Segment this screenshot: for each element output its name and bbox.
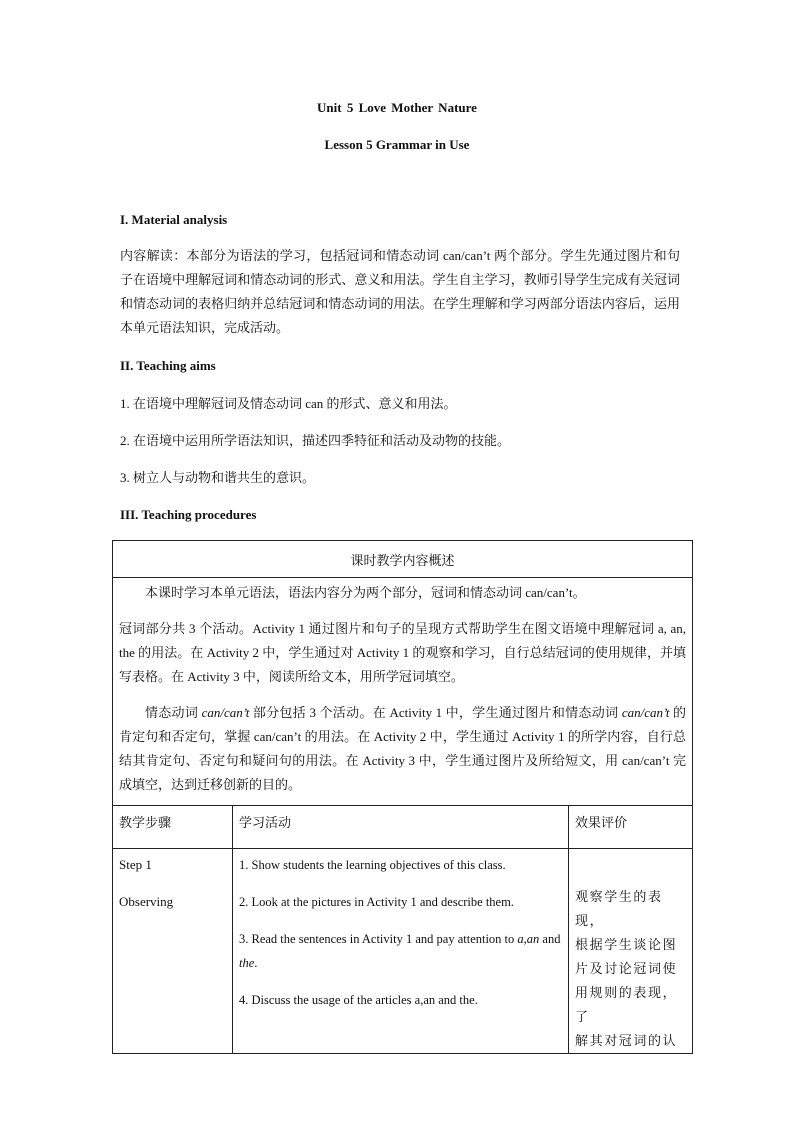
activity-item: 4. Discuss the usage of the articles a,an and the.	[239, 993, 478, 1007]
step-cell	[113, 849, 233, 1054]
activity-item: 2. Look at the pictures in Activity 1 and describe them.	[239, 895, 514, 909]
summary-text: 情态动词	[145, 705, 202, 720]
lesson-title: Lesson 5 Grammar in Use	[324, 137, 470, 152]
activity-text: ,	[523, 932, 527, 946]
summary-emphasis: can/can’t	[621, 705, 670, 720]
activities-cell	[233, 849, 569, 1054]
summary-paragraph: 冠词部分共 3 个活动。Activity 1 通过图片和句子的呈现方式帮助学生在图文语境中理解冠词 a, an, the 的用法。在 Activity 2 中，学生通过对 Activity 1 的观察和学习，自行总结冠词的使用规律，并填写表格。在 Activity 3 中，阅读所给文本，用所学冠词填空。	[119, 621, 687, 684]
summary-cell	[113, 578, 693, 806]
step-number: Step 1	[119, 857, 152, 872]
unit-title: Unit 5 Love Mother Nature	[317, 100, 477, 115]
summary-emphasis: can/can’t	[201, 705, 250, 720]
material-text: 内容解读：本部分为语法的学习，包括冠词和情态动词 can/can’t 两个部分。学生先通过图片和句子在语境中理解冠词和情态动词的形式、意义和用法。学生自主学习，教师引导学生完成有关冠词和情态动词的表格归纳并总结冠词和情态动词的用法。在学生理解和学习两部分语法内容后，运用本单元语法知识，完成活动。	[120, 248, 680, 335]
summary-title: 课时教学内容概述	[113, 541, 693, 578]
evaluation-line: 解其对冠词的认	[575, 1033, 678, 1048]
column-header-step: 教学步骤	[113, 806, 233, 849]
aims-heading: II. Teaching aims	[120, 358, 216, 373]
aim-item: 2. 在语境中运用所学语法知识，描述四季特征和活动及动物的技能。	[120, 433, 511, 448]
summary-paragraph: 本课时学习本单元语法，语法内容分为两个部分，冠词和情态动词 can/can’t。	[145, 585, 586, 600]
activity-emphasis: a	[517, 932, 524, 946]
evaluation-line: 片及讨论冠词使	[575, 961, 678, 976]
procedures-heading: III. Teaching procedures	[120, 507, 257, 522]
aim-item: 3. 树立人与动物和谐共生的意识。	[120, 470, 316, 485]
activity-emphasis: an	[526, 932, 540, 946]
evaluation-cell	[569, 849, 693, 1054]
activity-text: .	[254, 956, 258, 970]
activity-item: 1. Show students the learning objectives of this class.	[239, 858, 506, 872]
column-header-evaluation: 效果评价	[569, 806, 693, 849]
summary-text: 部分包括 3 个活动。在 Activity 1 中，学生通过图片和情态动词	[249, 705, 622, 720]
activity-item	[239, 927, 562, 975]
activity-text: and	[539, 932, 561, 946]
evaluation-line: 观察学生的表现，	[575, 889, 663, 928]
activity-emphasis: the	[239, 956, 255, 970]
column-header-activity: 学习活动	[233, 806, 569, 849]
material-heading: I. Material analysis	[120, 212, 228, 227]
evaluation-line: 根据学生谈论图	[575, 937, 678, 952]
activity-text: 3. Read the sentences in Activity 1 and pay attention to	[239, 932, 518, 946]
summary-paragraph	[119, 701, 686, 797]
step-name: Observing	[119, 894, 174, 909]
procedures-table	[112, 540, 693, 1054]
evaluation-line: 用规则的表现，了	[575, 985, 678, 1024]
summary-text: 的肯定句和否定句，掌握 can/can’t 的用法。在 Activity 2 中，学生通过 Activity 1 的所学内容，自行总结其肯定句、否定句和疑问句的用法。在 Activity 3 中，学生通过图片及所给短文，用 can/can’t 完成填空，达到迁移创新的目的。	[119, 705, 687, 792]
aim-item: 1. 在语境中理解冠词及情态动词 can 的形式、意义和用法。	[120, 396, 457, 411]
